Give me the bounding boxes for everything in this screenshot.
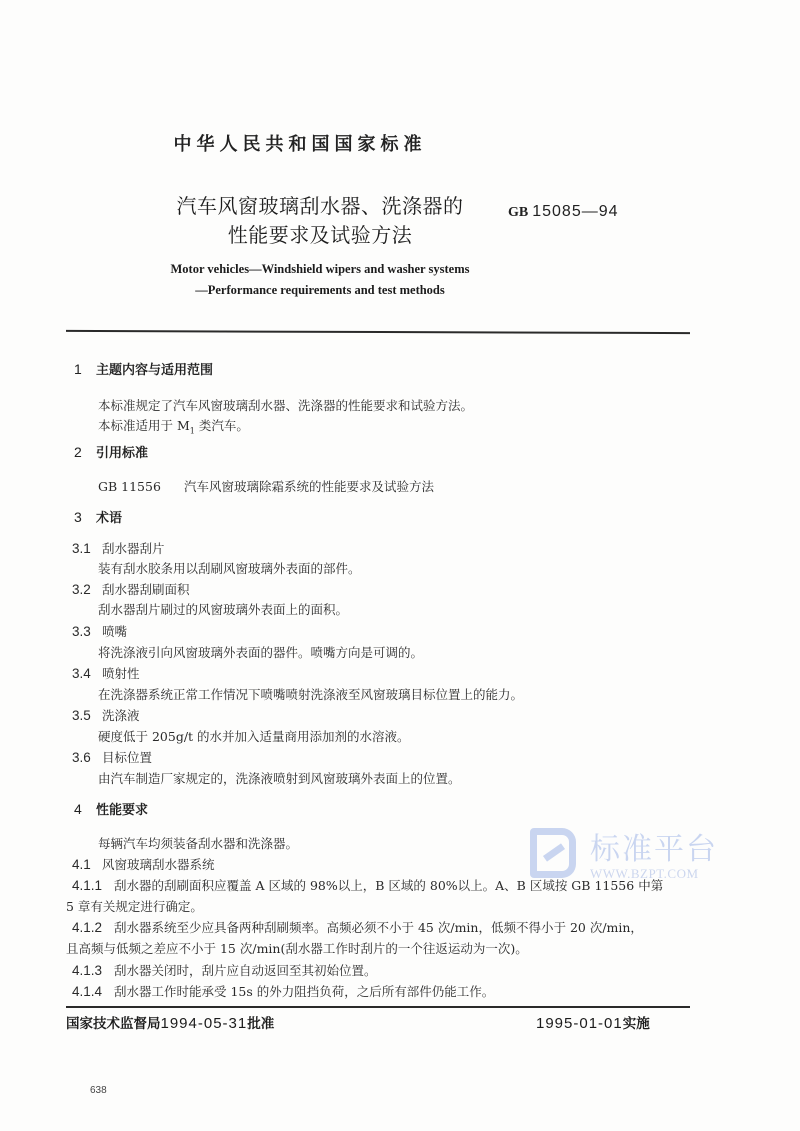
section-number: 4 (74, 801, 82, 817)
title-cn-line1: 汽车风窗玻璃刮水器、洗涤器的 (176, 194, 464, 218)
term-name: 刮水器刮片 (102, 541, 165, 556)
section-2-heading (74, 442, 148, 461)
effective-suffix: 实施 (622, 1016, 650, 1032)
term-3-4 (72, 664, 140, 682)
section-number: 1 (74, 361, 82, 377)
term-3-2-definition: 刮水器刮片刷过的风窗玻璃外表面上的面积。 (98, 602, 349, 617)
reference-standard (98, 477, 434, 495)
term-3-3-definition: 将洗涤液引向风窗玻璃外表面的器件。喷嘴方向是可调的。 (98, 645, 424, 660)
section-1-heading (74, 359, 213, 378)
effective-date: 1995-01-01 (536, 1015, 623, 1032)
watermark-text: 标准平台 (590, 832, 718, 867)
clause-4-1-3 (72, 961, 377, 979)
section-3-heading (74, 507, 122, 526)
clause-text: 刮水器工作时能承受 15s 的外力阻挡负荷，之后所有部件仍能工作。 (114, 984, 495, 999)
term-name: 喷嘴 (102, 624, 128, 639)
approval-date: 1994-05-31 (160, 1015, 248, 1032)
section-1-paragraph-2 (98, 416, 249, 436)
reference-code: GB 11556 (98, 479, 161, 494)
clause-text: 刮水器关闭时，刮片应自动返回至其初始位置。 (114, 963, 377, 978)
term-3-6 (72, 748, 152, 766)
term-3-1 (72, 539, 165, 557)
footer-divider (66, 1006, 690, 1008)
term-3-3 (72, 622, 127, 640)
standard-code (508, 203, 619, 221)
code-prefix: GB (508, 205, 529, 220)
clause-4-1-2 (72, 918, 643, 936)
term-3-2 (72, 580, 190, 598)
clause-number: 4.1.3 (72, 963, 103, 978)
watermark-url: WWW.BZPT.COM (590, 866, 699, 881)
national-standard-heading: 中华人民共和国国家标准 (173, 134, 427, 155)
watermark (530, 822, 750, 892)
clause-number: 3.5 (72, 708, 91, 723)
approval-line (66, 1012, 274, 1032)
subscript: 1 (189, 426, 195, 436)
approval-suffix: 批准 (247, 1016, 275, 1032)
clause-number: 4.1.4 (72, 984, 103, 999)
section-4-intro: 每辆汽车均须装备刮水器和洗涤器。 (98, 836, 299, 851)
clause-text: 刮水器的刮刷面积应覆盖 A 区域的 98%以上，B 区域的 80%以上。A、B 区域按 GB 11556 中第 (114, 878, 664, 893)
term-3-6-definition: 由汽车制造厂家规定的，洗涤液喷射到风窗玻璃外表面上的位置。 (98, 771, 461, 786)
clause-number: 4.1.1 (72, 878, 103, 893)
section-number: 2 (74, 444, 82, 460)
header-divider (66, 330, 690, 334)
reference-title: 汽车风窗玻璃除霜系统的性能要求及试验方法 (184, 479, 435, 494)
approving-authority: 国家技术监督局 (66, 1016, 161, 1032)
text: 类汽车。 (194, 418, 249, 433)
clause-title: 风窗玻璃刮水器系统 (102, 857, 215, 872)
title-en-line1: Motor vehicles—Windshield wipers and washer systems (170, 262, 470, 276)
term-name: 刮水器刮刷面积 (102, 582, 190, 597)
title-en-line2: —Performance requirements and test methods (195, 283, 445, 297)
term-name: 喷射性 (102, 666, 140, 681)
section-title: 引用标准 (96, 446, 149, 461)
code-number: 15085—94 (532, 203, 619, 220)
section-title: 主题内容与适用范围 (96, 363, 214, 378)
term-3-4-definition: 在洗涤器系统正常工作情况下喷嘴喷射洗涤液至风窗玻璃目标位置上的能力。 (98, 687, 524, 702)
title-cn-line2: 性能要求及试验方法 (227, 223, 413, 247)
term-name: 洗涤液 (102, 708, 140, 723)
term-3-5 (72, 706, 140, 724)
clause-number: 4.1 (72, 857, 91, 872)
clause-number: 3.3 (72, 624, 91, 639)
clause-number: 3.2 (72, 582, 91, 597)
clause-4-1-4 (72, 982, 494, 1000)
term-3-5-definition: 硬度低于 205g/t 的水并加入适量商用添加剂的水溶液。 (98, 729, 410, 744)
page-number: 638 (90, 1085, 107, 1096)
section-1-paragraph-1: 本标准规定了汽车风窗玻璃刮水器、洗涤器的性能要求和试验方法。 (98, 398, 474, 413)
section-title: 术语 (96, 511, 123, 526)
clause-number: 4.1.2 (72, 920, 103, 935)
term-name: 目标位置 (102, 750, 153, 765)
clause-4-1-2-continued: 且高频与低频之差应不小于 15 次/min(刮水器工作时刮片的一个往返运动为一次)。 (66, 941, 528, 956)
effective-line (536, 1012, 650, 1032)
clause-number: 3.6 (72, 750, 91, 765)
section-number: 3 (74, 509, 82, 525)
section-4-heading (74, 799, 148, 818)
clause-text: 刮水器系统至少应具备两种刮刷频率。高频必须不小于 45 次/min，低频不得小于 20 次/min， (114, 920, 643, 935)
clause-number: 3.4 (72, 666, 91, 681)
clause-4-1-1-continued: 5 章有关规定进行确定。 (66, 899, 203, 914)
term-3-1-definition: 装有刮水胶条用以刮刷风窗玻璃外表面的部件。 (98, 561, 361, 576)
section-title: 性能要求 (96, 803, 149, 818)
clause-number: 3.1 (72, 541, 91, 556)
text: 本标准适用于 M (98, 418, 190, 433)
clause-4-1 (72, 855, 215, 873)
watermark-logo-icon (530, 828, 576, 878)
